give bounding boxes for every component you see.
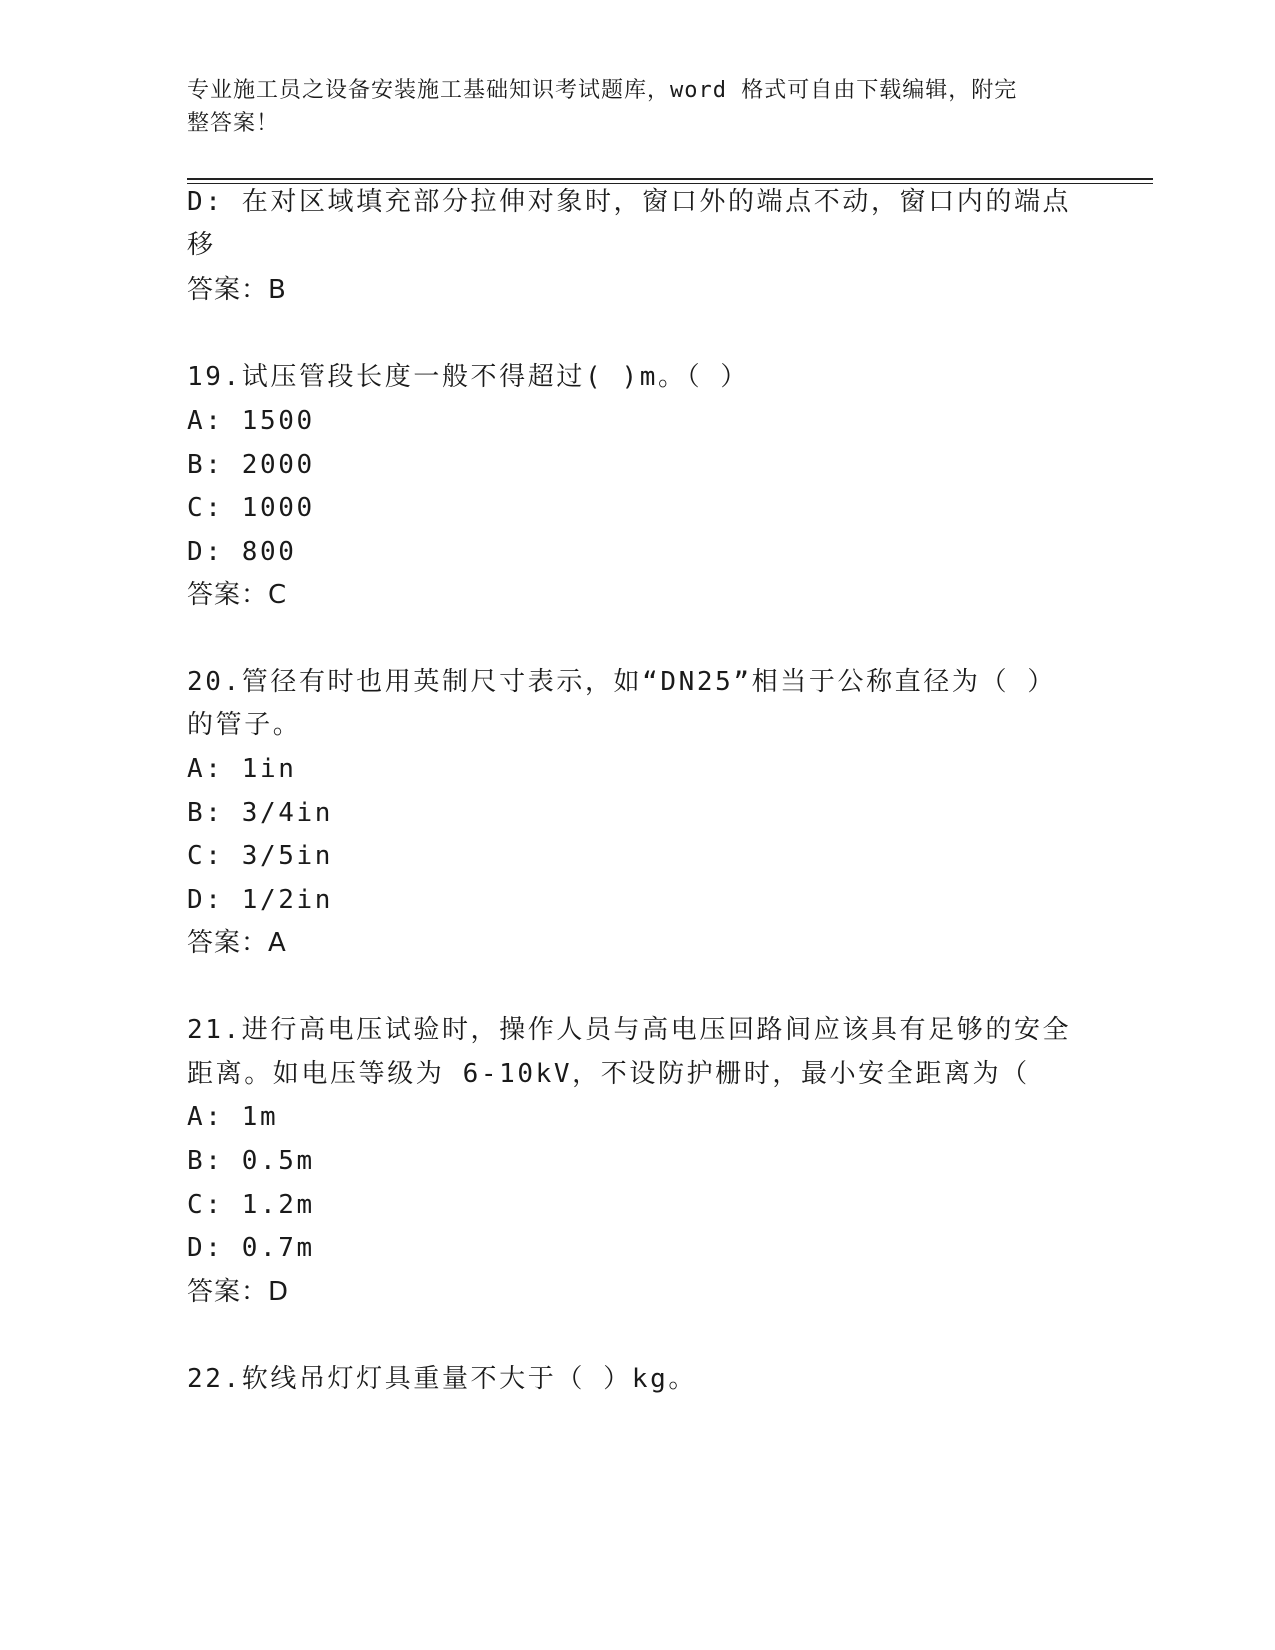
q20-option-b: B: 3/4in (187, 798, 334, 828)
header-line-1: 专业施工员之设备安装施工基础知识考试题库，word 格式可自由下载编辑，附完 (187, 78, 1018, 103)
q21-option-d: D: 0.7m (187, 1233, 315, 1263)
q20-stem-line-1: 20.管径有时也用英制尺寸表示，如“DN25”相当于公称直径为（ ） (187, 667, 1056, 697)
document-header (187, 74, 1087, 140)
q21-option-b: B: 0.5m (187, 1146, 315, 1176)
header-divider-thin (187, 183, 1153, 184)
q19-option-b: B: 2000 (187, 450, 315, 480)
prev-option-d-line-2: 移 (187, 230, 216, 260)
header-divider-thick (187, 178, 1153, 180)
q22-stem: 22.软线吊灯灯具重量不大于（ ）kg。 (187, 1364, 697, 1394)
q20-option-a: A: 1in (187, 754, 297, 784)
q20-stem-line-2: 的管子。 (187, 710, 302, 740)
q20-option-c: C: 3/5in (187, 841, 334, 871)
q19-option-a: A: 1500 (187, 406, 315, 436)
q21-option-a: A: 1m (187, 1102, 279, 1132)
q21-answer: 答案：D (187, 1277, 290, 1307)
q19-stem: 19.试压管段长度一般不得超过( )m。（ ） (187, 362, 750, 392)
q20-option-d: D: 1/2in (187, 885, 334, 915)
header-line-2: 整答案！ (187, 111, 280, 136)
q19-option-c: C: 1000 (187, 493, 315, 523)
prev-answer: 答案：B (187, 275, 287, 305)
q20-answer: 答案：A (187, 928, 287, 958)
q19-answer: 答案：C (187, 580, 288, 610)
q21-stem-line-2: 距离。如电压等级为 6-10kV，不设防护栅时，最小安全距离为（ (187, 1059, 1030, 1089)
prev-option-d-line-1: D: 在对区域填充部分拉伸对象时，窗口外的端点不动，窗口内的端点 (187, 187, 1072, 217)
q19-option-d: D: 800 (187, 537, 297, 567)
q21-stem-line-1: 21.进行高电压试验时，操作人员与高电压回路间应该具有足够的安全 (187, 1015, 1072, 1045)
q21-option-c: C: 1.2m (187, 1190, 315, 1220)
